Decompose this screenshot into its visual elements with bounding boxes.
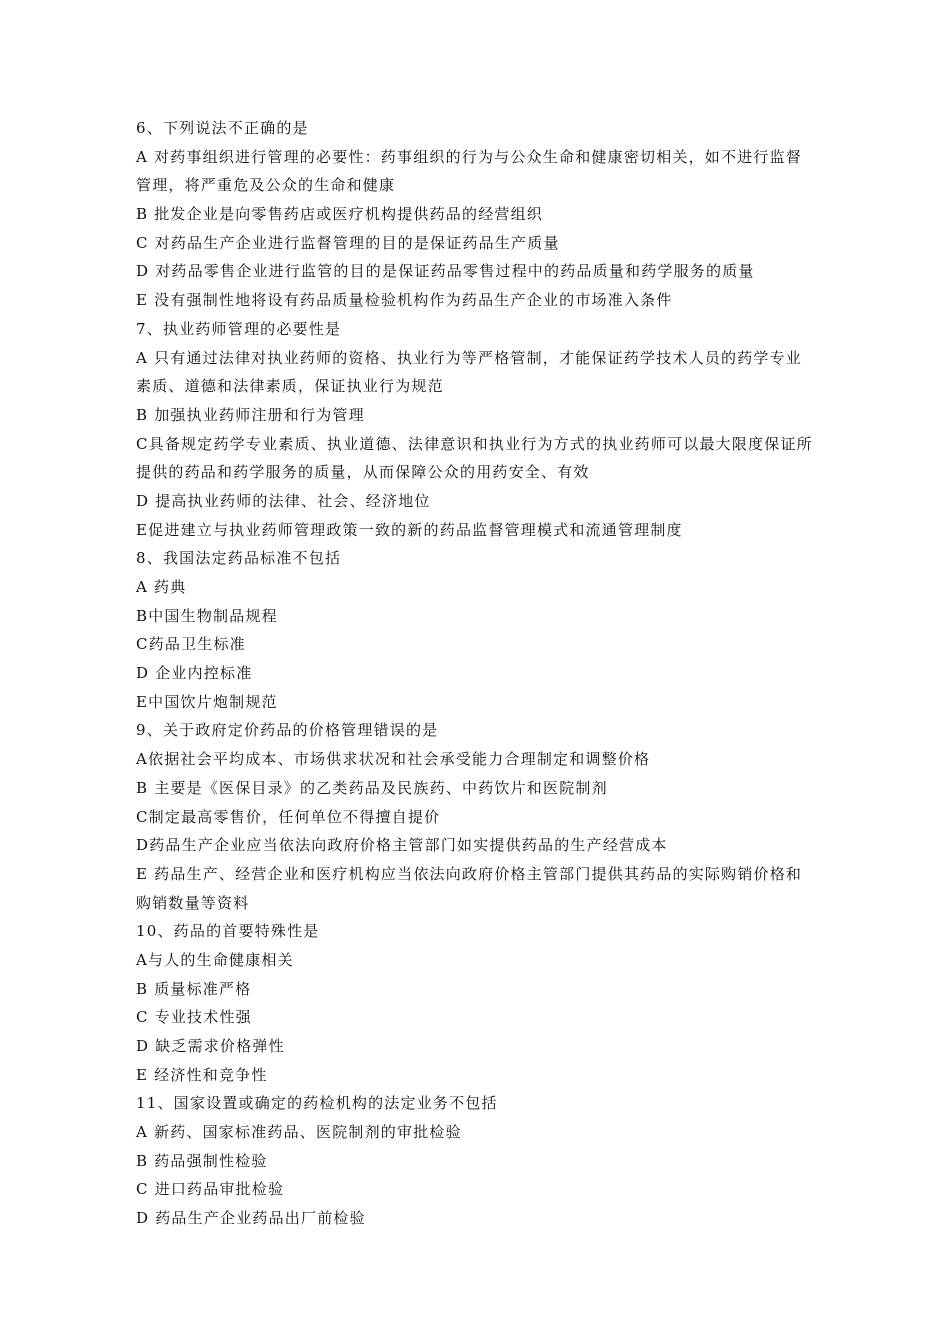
question-6-option-a-cont: 管理，将严重危及公众的生命和健康 xyxy=(136,176,396,195)
question-8-option-d: D 企业内控标准 xyxy=(136,664,253,683)
question-7-option-a-cont: 素质、道德和法律素质，保证执业行为规范 xyxy=(136,377,444,396)
question-10-option-e: E 经济性和竞争性 xyxy=(136,1065,268,1084)
question-11-option-a: A 新药、国家标准药品、医院制剂的审批检验 xyxy=(136,1123,462,1142)
question-11-stem: 11、国家设置或确定的药检机构的法定业务不包括 xyxy=(136,1094,498,1113)
question-10-option-a: A与人的生命健康相关 xyxy=(136,950,294,969)
question-10-option-b: B 质量标准严格 xyxy=(136,979,252,998)
question-6-stem: 6、下列说法不正确的是 xyxy=(136,119,309,137)
question-7-option-c: C具备规定药学专业素质、执业道德、法律意识和执业行为方式的执业药师可以最大限度保证所 xyxy=(136,434,813,453)
question-8-stem: 8、我国法定药品标准不包括 xyxy=(136,549,342,568)
document-body xyxy=(136,114,836,1233)
question-7-option-b: B 加强执业药师注册和行为管理 xyxy=(136,405,365,424)
question-9-option-e: E 药品生产、经营企业和医疗机构应当依法向政府价格主管部门提供其药品的实际购销价格和 xyxy=(136,864,803,883)
question-11-option-d: D 药品生产企业药品出厂前检验 xyxy=(136,1209,366,1228)
question-7-option-a: A 只有通过法律对执业药师的资格、执业行为等严格管制，才能保证药学技术人员的药学专业 xyxy=(136,348,803,367)
question-10-option-d: D 缺乏需求价格弹性 xyxy=(136,1037,285,1055)
question-9-option-a: A依据社会平均成本、市场供求状况和社会承受能力合理制定和调整价格 xyxy=(136,750,651,769)
question-8-option-b: B中国生物制品规程 xyxy=(136,606,278,625)
question-9-stem: 9、关于政府定价药品的价格管理错误的是 xyxy=(136,721,439,740)
question-9-option-d: D药品生产企业应当依法向政府价格主管部门如实提供药品的生产经营成本 xyxy=(136,836,668,855)
question-6-option-b: B 批发企业是向零售药店或医疗机构提供药品的经营组织 xyxy=(136,205,543,224)
question-6-option-e: E 没有强制性地将设有药品质量检验机构作为药品生产企业的市场准入条件 xyxy=(136,291,673,310)
question-7-option-e: E促进建立与执业药师管理政策一致的新的药品监督管理模式和流通管理制度 xyxy=(136,520,683,539)
question-6-option-a: A 对药事组织进行管理的必要性：药事组织的行为与公众生命和健康密切相关，如不进行监督 xyxy=(136,147,803,166)
question-7-option-d: D 提高执业药师的法律、社会、经济地位 xyxy=(136,491,431,510)
question-8-option-a: A 药典 xyxy=(136,578,187,596)
question-7-stem: 7、执业药师管理的必要性是 xyxy=(136,319,342,338)
question-10-option-c: C 专业技术性强 xyxy=(136,1008,252,1027)
question-8-option-c: C药品卫生标准 xyxy=(136,635,246,654)
question-9-option-c: C制定最高零售价，任何单位不得擅自提价 xyxy=(136,807,441,826)
question-6-option-c: C 对药品生产企业进行监督管理的目的是保证药品生产质量 xyxy=(136,233,560,252)
question-10-stem: 10、药品的首要特殊性是 xyxy=(136,922,320,941)
question-9-option-b: B 主要是《医保目录》的乙类药品及民族药、中药饮片和医院制剂 xyxy=(136,778,608,797)
question-6-option-d: D 对药品零售企业进行监管的目的是保证药品零售过程中的药品质量和药学服务的质量 xyxy=(136,262,755,281)
question-7-option-c-cont: 提供的药品和药学服务的质量，从而保障公众的用药安全、有效 xyxy=(136,463,590,482)
question-8-option-e: E中国饮片炮制规范 xyxy=(136,692,278,711)
question-11-option-b: B 药品强制性检验 xyxy=(136,1151,268,1170)
question-9-option-e-cont: 购销数量等资料 xyxy=(136,893,250,912)
question-11-option-c: C 进口药品审批检验 xyxy=(136,1180,285,1199)
